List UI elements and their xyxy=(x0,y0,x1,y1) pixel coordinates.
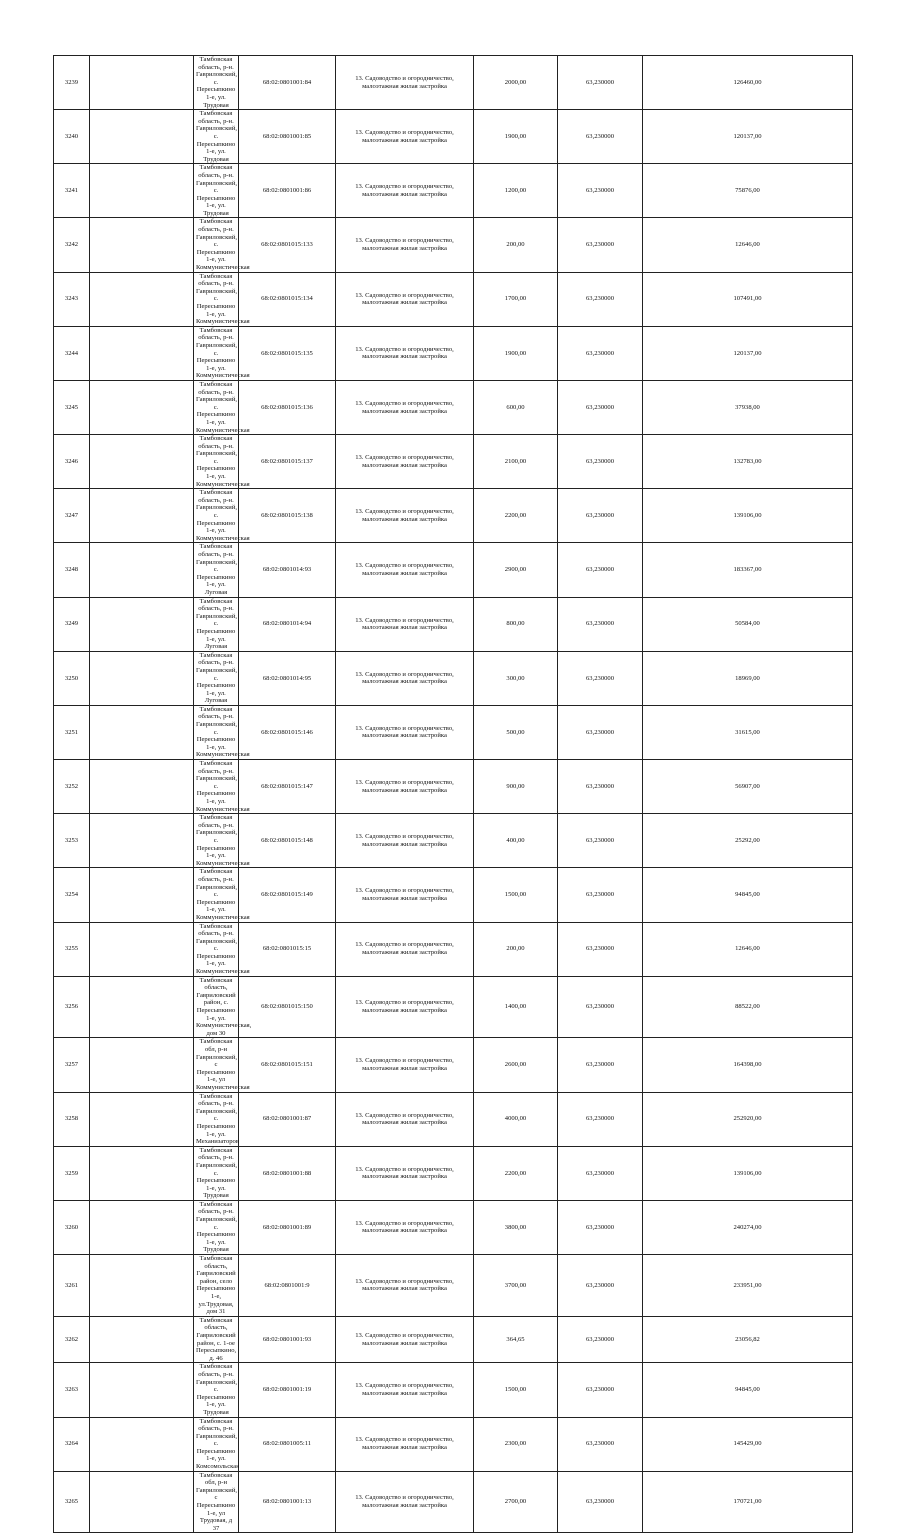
table-body xyxy=(54,56,853,1533)
row-number-cell: 3256 xyxy=(54,976,90,1038)
address-cell: Тамбовская область, р-н. Гавриловский, с. Пересыпкино 1-е, ул. Механизаторов xyxy=(194,1092,239,1146)
cadastral-value-cell: 164398,00 xyxy=(643,1038,853,1092)
rate-cell: 63,230000 xyxy=(558,110,643,164)
address-cell: Тамбовская область, р-н. Гавриловский, с. Пересыпкино 1-е, ул. Коммунистическая xyxy=(194,218,239,272)
cadastral-number-cell: 68:02:0801015:15 xyxy=(239,922,336,976)
table-row xyxy=(54,326,853,380)
empty-cell xyxy=(90,651,194,705)
rate-cell: 63,230000 xyxy=(558,1092,643,1146)
table-row xyxy=(54,1417,853,1471)
table-row xyxy=(54,868,853,922)
address-cell: Тамбовская область, р-н. Гавриловский, с. Пересыпкино 1-е, ул. Трудовая xyxy=(194,110,239,164)
cadastral-value-cell: 120137,00 xyxy=(643,326,853,380)
area-cell: 200,00 xyxy=(474,218,558,272)
row-number-cell: 3260 xyxy=(54,1200,90,1254)
cadastral-number-cell: 68:02:0801001:84 xyxy=(239,56,336,110)
rate-cell: 63,230000 xyxy=(558,1417,643,1471)
land-use-cell: 13. Садоводство и огородничество, малоэтажная жилая застройка xyxy=(336,326,474,380)
cadastral-value-cell: 94845,00 xyxy=(643,1363,853,1417)
area-cell: 2200,00 xyxy=(474,489,558,543)
area-cell: 800,00 xyxy=(474,597,558,651)
table-row xyxy=(54,435,853,489)
cadastral-value-cell: 145429,00 xyxy=(643,1417,853,1471)
land-use-cell: 13. Садоводство и огородничество, малоэтажная жилая застройка xyxy=(336,922,474,976)
address-cell: Тамбовская область, р-н. Гавриловский, с. Пересыпкино 1-е, ул. Коммунистическая xyxy=(194,705,239,759)
empty-cell xyxy=(90,543,194,597)
land-use-cell: 13. Садоводство и огородничество, малоэтажная жилая застройка xyxy=(336,651,474,705)
empty-cell xyxy=(90,814,194,868)
table-row xyxy=(54,1200,853,1254)
land-use-cell: 13. Садоводство и огородничество, малоэтажная жилая застройка xyxy=(336,1092,474,1146)
rate-cell: 63,230000 xyxy=(558,1363,643,1417)
land-use-cell: 13. Садоводство и огородничество, малоэтажная жилая застройка xyxy=(336,380,474,434)
area-cell: 1500,00 xyxy=(474,1363,558,1417)
land-use-cell: 13. Садоводство и огородничество, малоэтажная жилая застройка xyxy=(336,1417,474,1471)
cadastral-value-cell: 23056,82 xyxy=(643,1316,853,1363)
cadastral-value-cell: 132783,00 xyxy=(643,435,853,489)
rate-cell: 63,230000 xyxy=(558,164,643,218)
land-use-cell: 13. Садоводство и огородничество, малоэтажная жилая застройка xyxy=(336,543,474,597)
land-use-cell: 13. Садоводство и огородничество, малоэтажная жилая застройка xyxy=(336,110,474,164)
empty-cell xyxy=(90,1092,194,1146)
area-cell: 1500,00 xyxy=(474,868,558,922)
address-cell: Тамбовская область, р-н. Гавриловский, с. Пересыпкино 1-е, ул. Коммунистическая xyxy=(194,435,239,489)
rate-cell: 63,230000 xyxy=(558,922,643,976)
cadastral-value-cell: 12646,00 xyxy=(643,922,853,976)
table-row xyxy=(54,1471,853,1533)
land-use-cell: 13. Садоводство и огородничество, малоэтажная жилая застройка xyxy=(336,1200,474,1254)
area-cell: 400,00 xyxy=(474,814,558,868)
area-cell: 500,00 xyxy=(474,705,558,759)
empty-cell xyxy=(90,1363,194,1417)
rate-cell: 63,230000 xyxy=(558,435,643,489)
area-cell: 3700,00 xyxy=(474,1255,558,1317)
table-row xyxy=(54,272,853,326)
land-use-cell: 13. Садоводство и огородничество, малоэтажная жилая застройка xyxy=(336,1146,474,1200)
cadastral-value-cell: 183367,00 xyxy=(643,543,853,597)
row-number-cell: 3262 xyxy=(54,1316,90,1363)
land-use-cell: 13. Садоводство и огородничество, малоэтажная жилая застройка xyxy=(336,1038,474,1092)
empty-cell xyxy=(90,326,194,380)
row-number-cell: 3251 xyxy=(54,705,90,759)
table-row xyxy=(54,814,853,868)
empty-cell xyxy=(90,1316,194,1363)
address-cell: Тамбовская область, р-н. Гавриловский, с. Пересыпкино 1-е, ул. Луговая xyxy=(194,597,239,651)
rate-cell: 63,230000 xyxy=(558,597,643,651)
row-number-cell: 3241 xyxy=(54,164,90,218)
land-use-cell: 13. Садоводство и огородничество, малоэтажная жилая застройка xyxy=(336,218,474,272)
rate-cell: 63,230000 xyxy=(558,489,643,543)
area-cell: 900,00 xyxy=(474,760,558,814)
rate-cell: 63,230000 xyxy=(558,651,643,705)
cadastral-number-cell: 68:02:0801015:146 xyxy=(239,705,336,759)
cadastral-value-cell: 12646,00 xyxy=(643,218,853,272)
land-use-cell: 13. Садоводство и огородничество, малоэтажная жилая застройка xyxy=(336,164,474,218)
empty-cell xyxy=(90,597,194,651)
address-cell: Тамбовская область, р-н. Гавриловский, с. Пересыпкино 1-е, ул. Коммунистическая xyxy=(194,868,239,922)
empty-cell xyxy=(90,1255,194,1317)
address-cell: Тамбовская обл, р-н Гавриловский, с Пересыпкино 1-е, ул Коммунистическая xyxy=(194,1038,239,1092)
empty-cell xyxy=(90,380,194,434)
empty-cell xyxy=(90,56,194,110)
empty-cell xyxy=(90,705,194,759)
cadastral-number-cell: 68:02:0801001:19 xyxy=(239,1363,336,1417)
address-cell: Тамбовская область, р-н. Гавриловский, с. Пересыпкино 1-е, ул. Трудовая xyxy=(194,1146,239,1200)
cadastral-number-cell: 68:02:0801014:93 xyxy=(239,543,336,597)
land-registry-table xyxy=(53,55,853,1533)
area-cell: 2700,00 xyxy=(474,1471,558,1533)
empty-cell xyxy=(90,110,194,164)
area-cell: 3800,00 xyxy=(474,1200,558,1254)
table-row xyxy=(54,1092,853,1146)
rate-cell: 63,230000 xyxy=(558,56,643,110)
rate-cell: 63,230000 xyxy=(558,705,643,759)
empty-cell xyxy=(90,922,194,976)
rate-cell: 63,230000 xyxy=(558,1200,643,1254)
area-cell: 1200,00 xyxy=(474,164,558,218)
cadastral-value-cell: 240274,00 xyxy=(643,1200,853,1254)
land-use-cell: 13. Садоводство и огородничество, малоэтажная жилая застройка xyxy=(336,1363,474,1417)
cadastral-value-cell: 31615,00 xyxy=(643,705,853,759)
row-number-cell: 3240 xyxy=(54,110,90,164)
area-cell: 600,00 xyxy=(474,380,558,434)
cadastral-value-cell: 56907,00 xyxy=(643,760,853,814)
empty-cell xyxy=(90,435,194,489)
address-cell: Тамбовская область, р-н. Гавриловский, с. Пересыпкино 1-е, ул. Комсомольская xyxy=(194,1417,239,1471)
cadastral-number-cell: 68:02:0801001:88 xyxy=(239,1146,336,1200)
cadastral-value-cell: 25292,00 xyxy=(643,814,853,868)
land-use-cell: 13. Садоводство и огородничество, малоэтажная жилая застройка xyxy=(336,272,474,326)
area-cell: 1700,00 xyxy=(474,272,558,326)
rate-cell: 63,230000 xyxy=(558,868,643,922)
cadastral-value-cell: 139106,00 xyxy=(643,1146,853,1200)
cadastral-number-cell: 68:02:0801015:149 xyxy=(239,868,336,922)
cadastral-value-cell: 252920,00 xyxy=(643,1092,853,1146)
rate-cell: 63,230000 xyxy=(558,1038,643,1092)
area-cell: 1900,00 xyxy=(474,110,558,164)
cadastral-value-cell: 94845,00 xyxy=(643,868,853,922)
cadastral-value-cell: 233951,00 xyxy=(643,1255,853,1317)
row-number-cell: 3261 xyxy=(54,1255,90,1317)
cadastral-number-cell: 68:02:0801014:94 xyxy=(239,597,336,651)
row-number-cell: 3255 xyxy=(54,922,90,976)
empty-cell xyxy=(90,1417,194,1471)
area-cell: 2900,00 xyxy=(474,543,558,597)
cadastral-number-cell: 68:02:0801015:137 xyxy=(239,435,336,489)
empty-cell xyxy=(90,1038,194,1092)
address-cell: Тамбовская область, Гавриловский район, с. 1-ое Пересыпкино, д. 46 xyxy=(194,1316,239,1363)
cadastral-number-cell: 68:02:0801015:135 xyxy=(239,326,336,380)
cadastral-number-cell: 68:02:0801015:133 xyxy=(239,218,336,272)
area-cell: 1900,00 xyxy=(474,326,558,380)
cadastral-value-cell: 107491,00 xyxy=(643,272,853,326)
land-use-cell: 13. Садоводство и огородничество, малоэтажная жилая застройка xyxy=(336,760,474,814)
table-row xyxy=(54,705,853,759)
table-row xyxy=(54,976,853,1038)
empty-cell xyxy=(90,1471,194,1533)
table-row xyxy=(54,218,853,272)
land-use-cell: 13. Садоводство и огородничество, малоэтажная жилая застройка xyxy=(336,56,474,110)
cadastral-value-cell: 170721,00 xyxy=(643,1471,853,1533)
row-number-cell: 3253 xyxy=(54,814,90,868)
row-number-cell: 3239 xyxy=(54,56,90,110)
cadastral-number-cell: 68:02:0801015:136 xyxy=(239,380,336,434)
rate-cell: 63,230000 xyxy=(558,1316,643,1363)
rate-cell: 63,230000 xyxy=(558,1255,643,1317)
rate-cell: 63,230000 xyxy=(558,380,643,434)
cadastral-value-cell: 139106,00 xyxy=(643,489,853,543)
rate-cell: 63,230000 xyxy=(558,1471,643,1533)
row-number-cell: 3242 xyxy=(54,218,90,272)
row-number-cell: 3259 xyxy=(54,1146,90,1200)
row-number-cell: 3248 xyxy=(54,543,90,597)
row-number-cell: 3254 xyxy=(54,868,90,922)
row-number-cell: 3252 xyxy=(54,760,90,814)
table-row xyxy=(54,543,853,597)
rate-cell: 63,230000 xyxy=(558,543,643,597)
address-cell: Тамбовская область, Гавриловский район, с. Пересыпкино 1-е, ул. Коммунистическая, дом 30 xyxy=(194,976,239,1038)
row-number-cell: 3245 xyxy=(54,380,90,434)
area-cell: 2000,00 xyxy=(474,56,558,110)
address-cell: Тамбовская область, р-н. Гавриловский, с. Пересыпкино 1-е, ул. Коммунистическая xyxy=(194,489,239,543)
cadastral-value-cell: 50584,00 xyxy=(643,597,853,651)
cadastral-number-cell: 68:02:0801015:138 xyxy=(239,489,336,543)
row-number-cell: 3244 xyxy=(54,326,90,380)
land-use-cell: 13. Садоводство и огородничество, малоэтажная жилая застройка xyxy=(336,1255,474,1317)
area-cell: 4000,00 xyxy=(474,1092,558,1146)
area-cell: 2300,00 xyxy=(474,1417,558,1471)
cadastral-value-cell: 88522,00 xyxy=(643,976,853,1038)
empty-cell xyxy=(90,164,194,218)
empty-cell xyxy=(90,489,194,543)
land-use-cell: 13. Садоводство и огородничество, малоэтажная жилая застройка xyxy=(336,705,474,759)
row-number-cell: 3247 xyxy=(54,489,90,543)
address-cell: Тамбовская область, р-н. Гавриловский, с. Пересыпкино 1-е, ул. Трудовая xyxy=(194,1363,239,1417)
cadastral-number-cell: 68:02:0801001:13 xyxy=(239,1471,336,1533)
cadastral-number-cell: 68:02:0801001:87 xyxy=(239,1092,336,1146)
table-row xyxy=(54,760,853,814)
cadastral-number-cell: 68:02:0801005:11 xyxy=(239,1417,336,1471)
cadastral-number-cell: 68:02:0801001:85 xyxy=(239,110,336,164)
area-cell: 2600,00 xyxy=(474,1038,558,1092)
cadastral-number-cell: 68:02:0801001:9 xyxy=(239,1255,336,1317)
cadastral-number-cell: 68:02:0801015:151 xyxy=(239,1038,336,1092)
empty-cell xyxy=(90,272,194,326)
row-number-cell: 3246 xyxy=(54,435,90,489)
cadastral-value-cell: 37938,00 xyxy=(643,380,853,434)
address-cell: Тамбовская область, Гавриловский район, село Пересыпкино 1-е, ул.Трудовая, дом 31 xyxy=(194,1255,239,1317)
table-row xyxy=(54,651,853,705)
land-use-cell: 13. Садоводство и огородничество, малоэтажная жилая застройка xyxy=(336,597,474,651)
row-number-cell: 3243 xyxy=(54,272,90,326)
area-cell: 2100,00 xyxy=(474,435,558,489)
address-cell: Тамбовская область, р-н. Гавриловский, с. Пересыпкино 1-е, ул. Коммунистическая xyxy=(194,814,239,868)
rate-cell: 63,230000 xyxy=(558,976,643,1038)
cadastral-number-cell: 68:02:0801001:86 xyxy=(239,164,336,218)
area-cell: 200,00 xyxy=(474,922,558,976)
address-cell: Тамбовская область, р-н. Гавриловский, с. Пересыпкино 1-е, ул. Трудовая xyxy=(194,164,239,218)
address-cell: Тамбовская область, р-н. Гавриловский, с. Пересыпкино 1-е, ул. Луговая xyxy=(194,651,239,705)
row-number-cell: 3250 xyxy=(54,651,90,705)
empty-cell xyxy=(90,1200,194,1254)
land-use-cell: 13. Садоводство и огородничество, малоэтажная жилая застройка xyxy=(336,1471,474,1533)
rate-cell: 63,230000 xyxy=(558,326,643,380)
table-row xyxy=(54,110,853,164)
row-number-cell: 3258 xyxy=(54,1092,90,1146)
table-row xyxy=(54,1255,853,1317)
cadastral-value-cell: 120137,00 xyxy=(643,110,853,164)
rate-cell: 63,230000 xyxy=(558,1146,643,1200)
row-number-cell: 3263 xyxy=(54,1363,90,1417)
area-cell: 2200,00 xyxy=(474,1146,558,1200)
table-row xyxy=(54,1038,853,1092)
table-row xyxy=(54,164,853,218)
address-cell: Тамбовская область, р-н. Гавриловский, с. Пересыпкино 1-е, ул. Луговая xyxy=(194,543,239,597)
table-row xyxy=(54,380,853,434)
address-cell: Тамбовская область, р-н. Гавриловский, с. Пересыпкино 1-е, ул. Коммунистическая xyxy=(194,760,239,814)
address-cell: Тамбовская область, р-н. Гавриловский, с. Пересыпкино 1-е, ул. Коммунистическая xyxy=(194,380,239,434)
table-row xyxy=(54,56,853,110)
empty-cell xyxy=(90,760,194,814)
land-use-cell: 13. Садоводство и огородничество, малоэтажная жилая застройка xyxy=(336,1316,474,1363)
land-use-cell: 13. Садоводство и огородничество, малоэтажная жилая застройка xyxy=(336,489,474,543)
row-number-cell: 3264 xyxy=(54,1417,90,1471)
area-cell: 1400,00 xyxy=(474,976,558,1038)
table-row xyxy=(54,597,853,651)
table-row xyxy=(54,922,853,976)
empty-cell xyxy=(90,868,194,922)
cadastral-number-cell: 68:02:0801015:147 xyxy=(239,760,336,814)
rate-cell: 63,230000 xyxy=(558,760,643,814)
cadastral-value-cell: 75876,00 xyxy=(643,164,853,218)
cadastral-value-cell: 18969,00 xyxy=(643,651,853,705)
area-cell: 300,00 xyxy=(474,651,558,705)
land-use-cell: 13. Садоводство и огородничество, малоэтажная жилая застройка xyxy=(336,868,474,922)
rate-cell: 63,230000 xyxy=(558,272,643,326)
address-cell: Тамбовская область, р-н. Гавриловский, с. Пересыпкино 1-е, ул. Трудовая xyxy=(194,1200,239,1254)
area-cell: 364,65 xyxy=(474,1316,558,1363)
cadastral-number-cell: 68:02:0801015:150 xyxy=(239,976,336,1038)
empty-cell xyxy=(90,976,194,1038)
rate-cell: 63,230000 xyxy=(558,814,643,868)
cadastral-number-cell: 68:02:0801001:93 xyxy=(239,1316,336,1363)
cadastral-number-cell: 68:02:0801014:95 xyxy=(239,651,336,705)
address-cell: Тамбовская область, р-н. Гавриловский, с. Пересыпкино 1-е, ул. Коммунистическая xyxy=(194,326,239,380)
address-cell: Тамбовская обл, р-н Гавриловский, с Пересыпкино 1-е, ул Трудовая, д 37 xyxy=(194,1471,239,1533)
table-row xyxy=(54,489,853,543)
cadastral-number-cell: 68:02:0801015:148 xyxy=(239,814,336,868)
row-number-cell: 3257 xyxy=(54,1038,90,1092)
address-cell: Тамбовская область, р-н. Гавриловский, с. Пересыпкино 1-е, ул. Трудовая xyxy=(194,56,239,110)
cadastral-value-cell: 126460,00 xyxy=(643,56,853,110)
land-use-cell: 13. Садоводство и огородничество, малоэтажная жилая застройка xyxy=(336,814,474,868)
empty-cell xyxy=(90,218,194,272)
land-use-cell: 13. Садоводство и огородничество, малоэтажная жилая застройка xyxy=(336,976,474,1038)
address-cell: Тамбовская область, р-н. Гавриловский, с. Пересыпкино 1-е, ул. Коммунистическая xyxy=(194,922,239,976)
land-use-cell: 13. Садоводство и огородничество, малоэтажная жилая застройка xyxy=(336,435,474,489)
row-number-cell: 3249 xyxy=(54,597,90,651)
table-row xyxy=(54,1316,853,1363)
empty-cell xyxy=(90,1146,194,1200)
table-row xyxy=(54,1146,853,1200)
address-cell: Тамбовская область, р-н. Гавриловский, с. Пересыпкино 1-е, ул. Коммунистическая xyxy=(194,272,239,326)
rate-cell: 63,230000 xyxy=(558,218,643,272)
table-row xyxy=(54,1363,853,1417)
cadastral-number-cell: 68:02:0801001:89 xyxy=(239,1200,336,1254)
row-number-cell: 3265 xyxy=(54,1471,90,1533)
cadastral-number-cell: 68:02:0801015:134 xyxy=(239,272,336,326)
